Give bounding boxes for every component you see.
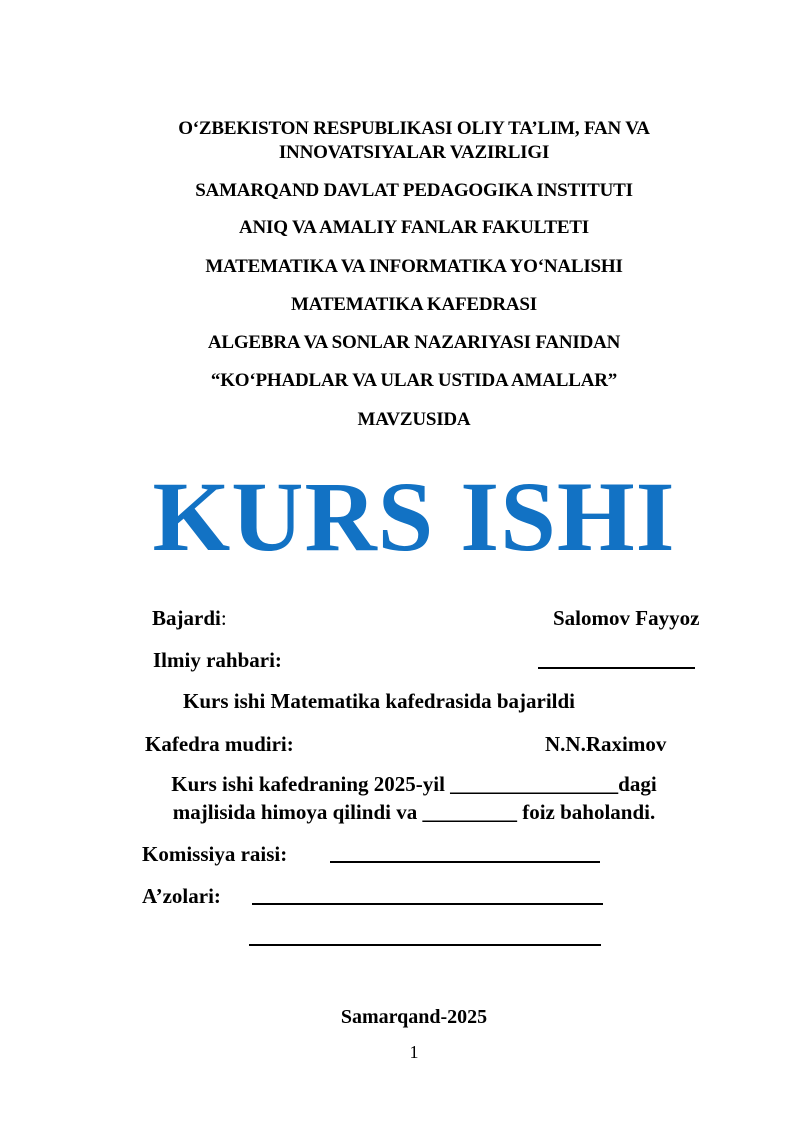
place-year: Samarqand-2025 xyxy=(340,1006,488,1028)
performer-label-group xyxy=(152,605,227,631)
members-label: A’zolari: xyxy=(142,884,221,908)
commission-signature-line xyxy=(330,861,600,863)
performer-colon: : xyxy=(220,606,227,630)
defense-line-2: majlisida himoya qilindi va _________ foiz baholandi. xyxy=(172,800,656,824)
topic-title: “KO‘PHADLAR VA ULAR USTIDA AMALLAR” xyxy=(210,370,618,391)
subject-name: ALGEBRA VA SONLAR NAZARIYASI FANIDAN xyxy=(207,332,621,353)
member-signature-line-1 xyxy=(252,903,603,905)
completed-statement: Kurs ishi Matematika kafedrasida bajarildi xyxy=(183,689,576,713)
head-label: Kafedra mudiri: xyxy=(145,732,294,756)
supervisor-label: Ilmiy rahbari: xyxy=(153,648,282,672)
head-value: N.N.Raximov xyxy=(545,732,667,756)
document-title: KURS ISHI xyxy=(152,461,676,572)
page-number: 1 xyxy=(409,1042,419,1062)
direction-name: MATEMATIKA VA INFORMATIKA YO‘NALISHI xyxy=(205,256,623,277)
member-signature-line-2 xyxy=(249,944,601,946)
department-name: MATEMATIKA KAFEDRASI xyxy=(290,294,537,315)
performer-value: Salomov Fayyoz xyxy=(553,606,700,630)
faculty-name: ANIQ VA AMALIY FANLAR FAKULTETI xyxy=(239,217,589,238)
performer-label: Bajardi xyxy=(152,606,221,630)
defense-line-1: Kurs ishi kafedraning 2025-yil ________________dagi xyxy=(171,772,657,796)
ministry-line-2: INNOVATSIYALAR VAZIRLIGI xyxy=(278,142,550,163)
commission-label: Komissiya raisi: xyxy=(142,842,288,866)
ministry-line-1: O‘ZBEKISTON RESPUBLIKASI OLIY TA’LIM, FAN VA xyxy=(178,118,650,139)
institute-name: SAMARQAND DAVLAT PEDAGOGIKA INSTITUTI xyxy=(195,180,633,201)
supervisor-signature-line xyxy=(538,667,695,669)
topic-suffix: MAVZUSIDA xyxy=(357,409,471,430)
